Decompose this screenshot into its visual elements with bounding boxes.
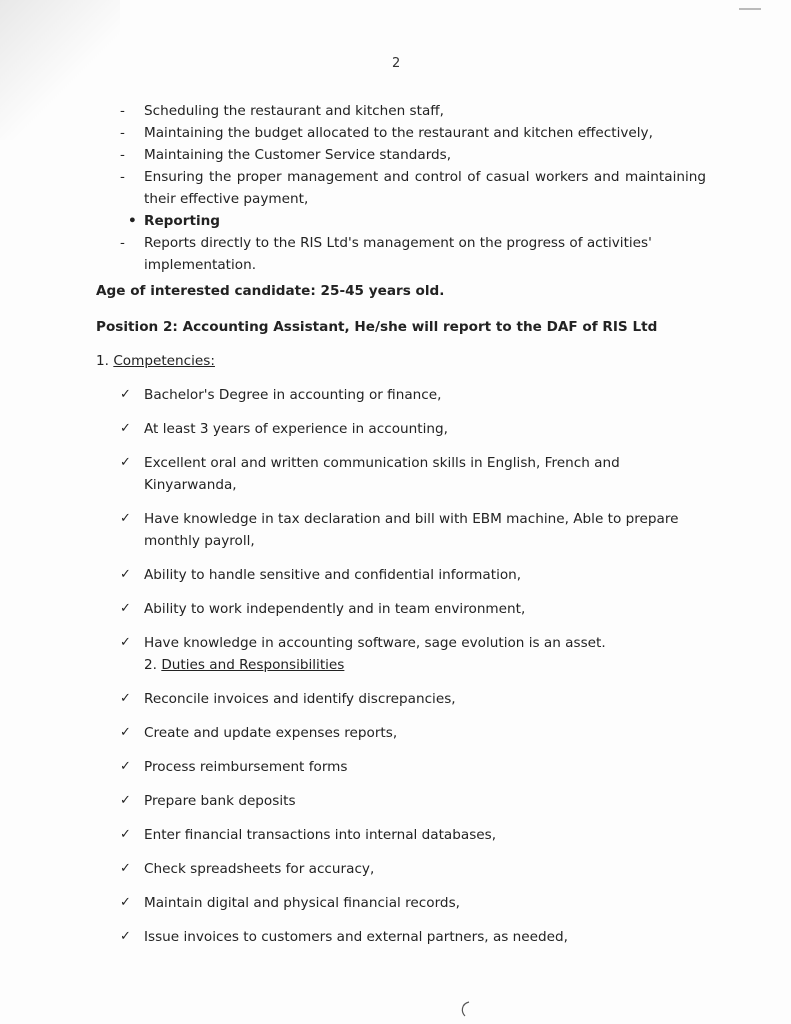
list-item bbox=[96, 508, 706, 552]
list-item bbox=[96, 452, 706, 496]
list-item bbox=[96, 564, 706, 586]
list-item bbox=[96, 824, 706, 846]
list-item-text: Bachelor's Degree in accounting or finance, bbox=[144, 387, 442, 403]
list-item-text: Ensuring the proper management and control of casual workers and maintaining their effective payment, bbox=[144, 169, 706, 207]
check-icon: ✓ bbox=[120, 895, 131, 910]
handwritten-mark bbox=[455, 996, 475, 1024]
list-item bbox=[96, 232, 706, 276]
list-item bbox=[96, 858, 706, 880]
check-icon: ✓ bbox=[120, 861, 131, 876]
scan-mark bbox=[739, 8, 761, 10]
check-icon: ✓ bbox=[120, 455, 131, 470]
list-item bbox=[96, 384, 706, 406]
dash-marker: - bbox=[120, 235, 125, 251]
check-icon: ✓ bbox=[120, 691, 131, 706]
age-requirement: Age of interested candidate: 25-45 years old. bbox=[96, 283, 445, 299]
duties-heading bbox=[96, 654, 706, 676]
list-item bbox=[96, 144, 706, 166]
list-item-text: Have knowledge in tax declaration and bill with EBM machine, Able to prepare monthly payroll, bbox=[144, 511, 679, 549]
top-duties-list bbox=[96, 100, 706, 210]
list-item-text: Issue invoices to customers and external partners, as needed, bbox=[144, 929, 568, 945]
list-item-text: Ability to handle sensitive and confidential information, bbox=[144, 567, 522, 583]
position-title: Position 2: Accounting Assistant, He/she will report to the DAF of RIS Ltd bbox=[96, 319, 658, 335]
list-item-text: Maintaining the budget allocated to the restaurant and kitchen effectively, bbox=[144, 125, 653, 141]
list-item bbox=[96, 418, 706, 440]
list-item-text: Check spreadsheets for accuracy, bbox=[144, 861, 375, 877]
section-title: Duties and Responsibilities bbox=[161, 657, 345, 673]
section-title: Competencies: bbox=[113, 353, 215, 369]
check-icon: ✓ bbox=[120, 421, 131, 436]
list-item bbox=[96, 722, 706, 744]
reporting-heading bbox=[96, 210, 706, 232]
list-item bbox=[96, 598, 706, 620]
list-item-text: Create and update expenses reports, bbox=[144, 725, 398, 741]
dash-marker: - bbox=[120, 103, 125, 119]
section-number: 2. bbox=[144, 657, 157, 673]
check-icon: ✓ bbox=[120, 759, 131, 774]
check-icon: ✓ bbox=[120, 601, 131, 616]
dash-marker: - bbox=[120, 147, 125, 163]
duties-list bbox=[96, 688, 706, 948]
list-item bbox=[96, 100, 706, 122]
list-item-text: Prepare bank deposits bbox=[144, 793, 296, 809]
check-icon: ✓ bbox=[120, 511, 131, 526]
list-item-text: Ability to work independently and in team environment, bbox=[144, 601, 526, 617]
list-item-text: Excellent oral and written communication skills in English, French and Kinyarwanda, bbox=[144, 455, 620, 493]
check-icon: ✓ bbox=[120, 929, 131, 944]
list-item-text: Maintain digital and physical financial records, bbox=[144, 895, 460, 911]
check-icon: ✓ bbox=[120, 387, 131, 402]
list-item bbox=[96, 926, 706, 948]
check-icon: ✓ bbox=[120, 635, 131, 650]
bullet-marker: • bbox=[128, 213, 137, 229]
list-item bbox=[96, 790, 706, 812]
section-number: 1. bbox=[96, 353, 109, 369]
list-item bbox=[96, 756, 706, 778]
document-body bbox=[96, 100, 706, 948]
list-item bbox=[96, 688, 706, 710]
check-icon: ✓ bbox=[120, 725, 131, 740]
list-item-text: Maintaining the Customer Service standards, bbox=[144, 147, 452, 163]
list-item bbox=[96, 892, 706, 914]
list-item-text: Process reimbursement forms bbox=[144, 759, 348, 775]
check-icon: ✓ bbox=[120, 793, 131, 808]
list-item bbox=[96, 122, 706, 144]
list-item bbox=[96, 166, 706, 210]
list-item-text: Have knowledge in accounting software, sage evolution is an asset. bbox=[144, 635, 606, 651]
check-icon: ✓ bbox=[120, 827, 131, 842]
check-icon: ✓ bbox=[120, 567, 131, 582]
page-number: 2 bbox=[392, 56, 401, 71]
list-item-text: Reports directly to the RIS Ltd's management on the progress of activities' implementation. bbox=[144, 235, 652, 273]
competencies-heading bbox=[96, 350, 706, 372]
list-item bbox=[96, 632, 706, 654]
list-item-text: Scheduling the restaurant and kitchen staff, bbox=[144, 103, 444, 119]
reporting-heading-text: Reporting bbox=[144, 213, 221, 229]
competencies-list bbox=[96, 384, 706, 654]
dash-marker: - bbox=[120, 125, 125, 141]
dash-marker: - bbox=[120, 169, 125, 185]
list-item-text: Enter financial transactions into internal databases, bbox=[144, 827, 497, 843]
list-item-text: At least 3 years of experience in accounting, bbox=[144, 421, 448, 437]
reporting-list bbox=[96, 232, 706, 276]
list-item-text: Reconcile invoices and identify discrepancies, bbox=[144, 691, 456, 707]
